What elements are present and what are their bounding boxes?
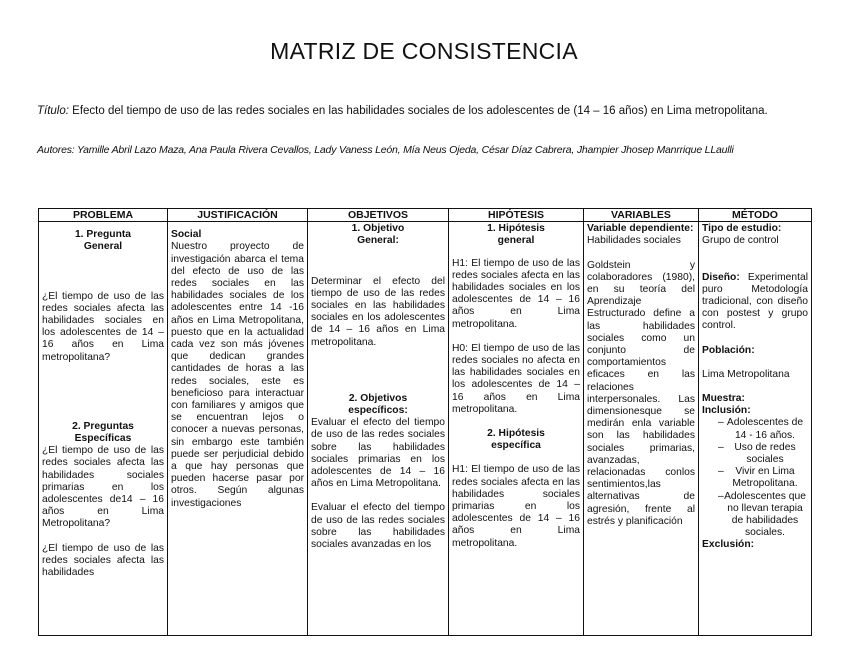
diseno-value: Experimental puro Metodología tradicional, con diseño con postest y grupo control.	[702, 271, 808, 332]
objetivo-general-heading: 1. Objetivo General:	[351, 223, 405, 247]
page-title: MATRIZ DE CONSISTENCIA	[270, 38, 578, 64]
objetivo-general-text: Determinar el efecto del tiempo de uso de las redes sociales en las habilidades sociales en los adolescentes de 14 – 16 años en Lima metropolitana.	[311, 275, 445, 348]
problema-especifica-1: ¿El tiempo de uso de las redes sociales afecta las habilidades sociales primarias en los adolescentes de14 – 16 años en Lima Metropolitana?	[42, 445, 164, 530]
objetivos-especificos-heading: 2. Objetivos específicos:	[348, 392, 408, 417]
list-item: – Adolescentes de 14 - 16 años.	[722, 417, 808, 441]
autores-label: Autores:	[37, 144, 75, 156]
titulo-text: Efecto del tiempo de uso de las redes sociales en las habilidades sociales de los adolescentes de (14 – 16 años) en Lima metropolitana.	[68, 105, 768, 117]
poblacion-value: Lima Metropolitana	[702, 368, 790, 380]
header-problema: PROBLEMA	[39, 209, 168, 222]
cell-objetivos	[308, 222, 449, 636]
variable-text-2: Goldstein y colaboradores (1980), en su teoría del Aprendizaje Estructurado define a las habilidades sociales como un conjunto de comportamientos eficaces en las relaciones interpersonales. Las dimensionesque se medirán enla variable son las habilidades sociales primarias, avanzadas, relacionadas conlos sentimientos,las alternativas de agresión, frente al estrés y planificación	[587, 259, 695, 527]
header-variables: VARIABLES	[584, 209, 699, 222]
list-item: – Vivir en Lima Metropolitana.	[722, 466, 808, 490]
variable-dependiente-heading: Variable dependiente:	[587, 223, 694, 235]
list-item: – Adolescentes que no llevan terapia de habilidades sociales.	[722, 491, 808, 540]
authors-line	[37, 143, 813, 157]
table-row	[39, 222, 812, 636]
autores-text: Yamille Abril Lazo Maza, Ana Paula Rivera Cevallos, Lady Vaness León, Mía Neus Ojeda, César Díaz Cabrera, Jhampier Jhosep Manrrique LLaulli	[74, 144, 734, 156]
problema-general-text: ¿El tiempo de uso de las redes sociales afecta las habilidades sociales en los adolescentes de 14 – 16 años en Lima metropolitana?	[42, 290, 164, 363]
exclusion-label: Exclusión:	[702, 539, 755, 551]
titulo-label: Título:	[37, 105, 69, 117]
cell-hipotesis	[449, 222, 584, 636]
hipotesis-h1-especifica: H1: El tiempo de uso de las redes sociales afecta en las habilidades sociales primarias en los adolescentes de 14 – 16 años en Lima metropolitana.	[452, 464, 580, 549]
cell-problema	[39, 222, 168, 636]
header-metodo: MÉTODO	[699, 209, 812, 222]
problema-especificas-heading: 2. Preguntas Específicas	[72, 420, 134, 445]
hipotesis-general-heading: 1. Hipótesis general	[487, 223, 545, 247]
objetivo-especifico-1: Evaluar el efecto del tiempo de uso de las redes sociales sobre las habilidades sociales primarias en los adolescentes de 14 – 16 años en Lima Metropolitana.	[311, 417, 445, 490]
poblacion-label: Población:	[702, 344, 755, 356]
diseno-block	[702, 272, 808, 333]
tipo-estudio-value: Grupo de control	[702, 235, 779, 247]
cell-variables	[584, 222, 699, 636]
list-item: – Uso de redes sociales	[722, 442, 808, 466]
inclusion-label: Inclusión:	[702, 405, 751, 417]
hipotesis-h0: H0: El tiempo de uso de las redes sociales no afecta en las habilidades sociales en los adolescentes de 14 – 16 años en Lima metropolitana.	[452, 342, 580, 415]
header-objetivos: OBJETIVOS	[308, 209, 449, 222]
problema-especifica-2: ¿El tiempo de uso de las redes sociales afecta las habilidades	[42, 542, 164, 579]
hipotesis-h1: H1: El tiempo de uso de las redes sociales afecta en las habilidades sociales en los adolescentes de 14 – 16 años en Lima metropolitana.	[452, 257, 580, 330]
document-title-line	[37, 104, 813, 118]
diseno-label: Diseño:	[702, 271, 740, 283]
consistency-matrix-table	[38, 208, 812, 636]
table-header-row	[39, 209, 812, 222]
cell-metodo	[699, 222, 812, 636]
header-hipotesis: HIPÓTESIS	[449, 209, 584, 222]
objetivo-especifico-2: Evaluar el efecto del tiempo de uso de las redes sociales sobre las habilidades sociales avanzadas en los	[311, 502, 445, 551]
justificacion-heading: Social	[171, 229, 202, 241]
muestra-label: Muestra:	[702, 393, 745, 405]
cell-justificacion	[168, 222, 308, 636]
justificacion-text: Nuestro proyecto de investigación abarca el tema del efecto de uso de las redes sociales en las habilidades sociales de los adolescentes entre 14 -16 años en Lima Metropolitana, puesto que en la actualidad cada vez son más jóvenes que dedican grandes cantidades de horas a las redes sociales, este es beneficioso para interactuar con familiares y amigos que se encuentran lejos o conocer a nuevas personas, sin embargo este también puede ser perjudicial debido a que hay personas que pueden hacerse pasar por otros. Según algunas investigaciones	[171, 241, 304, 509]
variable-text-1: Habilidades sociales	[587, 235, 681, 247]
problema-general-heading: 1. Pregunta General	[74, 229, 132, 253]
inclusion-list	[702, 417, 808, 539]
header-justificacion: JUSTIFICACIÓN	[168, 209, 308, 222]
hipotesis-especifica-heading: 2. Hipótesis específica	[487, 428, 545, 452]
tipo-estudio-label: Tipo de estudio:	[702, 223, 782, 235]
